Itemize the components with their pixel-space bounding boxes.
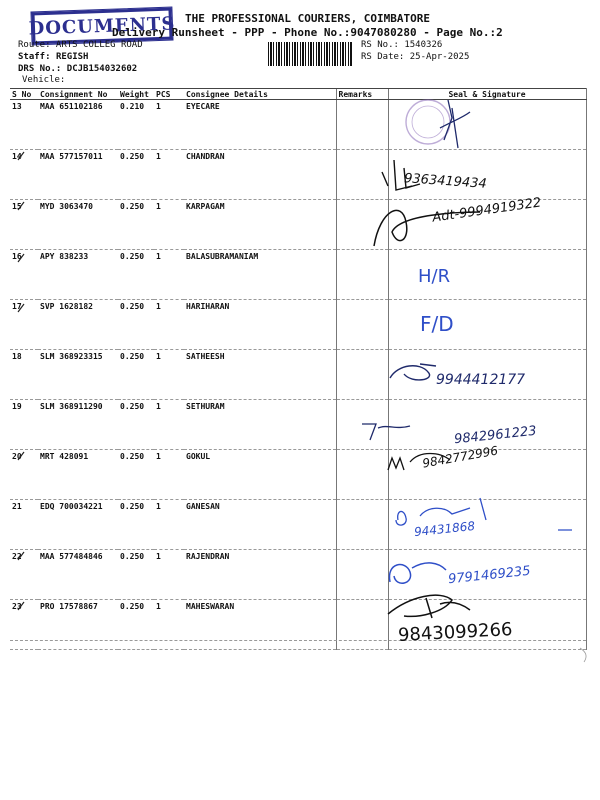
cell-weight: 0.210 <box>118 100 154 150</box>
cell-consignment: MRT 428091 <box>38 450 118 500</box>
table-row <box>10 150 586 200</box>
runsheet-subtitle: Delivery Runsheet - PPP - Phone No.:9047080280 - Page No.:2 <box>112 26 503 39</box>
cell-remarks <box>336 600 388 650</box>
cell-consignment: MYD 3063470 <box>38 200 118 250</box>
cell-consignee: BALASUBRAMANIAM <box>184 250 336 300</box>
cell-remarks <box>336 100 388 150</box>
col-signature: Seal & Signature <box>388 89 586 100</box>
cell-consignment: SVP 1628182 <box>38 300 118 350</box>
runsheet-table <box>10 88 587 650</box>
table-row <box>10 500 586 550</box>
cell-weight: 0.250 <box>118 200 154 250</box>
cell-weight: 0.250 <box>118 450 154 500</box>
cell-weight: 0.250 <box>118 150 154 200</box>
cell-consignment: SLM 368911290 <box>38 400 118 450</box>
staff-info: Staff: REGISH <box>18 52 89 62</box>
table-row <box>10 100 586 150</box>
vehicle-info: Vehicle: <box>22 75 66 85</box>
cell-sno: 20 <box>10 450 38 500</box>
cell-consignee: EYECARE <box>184 100 336 150</box>
handwriting-22: 9791469235 <box>447 563 532 588</box>
handwriting-18: 9944412177 <box>436 372 526 388</box>
cell-pcs: 1 <box>154 200 184 250</box>
cell-sno: 15 <box>10 200 38 250</box>
cell-remarks <box>336 450 388 500</box>
cell-pcs: 1 <box>154 450 184 500</box>
col-weight: Weight <box>118 89 154 100</box>
cell-sno: 16 <box>10 250 38 300</box>
cell-remarks <box>336 300 388 350</box>
cell-remarks <box>336 200 388 250</box>
cell-signature <box>388 300 586 350</box>
cell-signature <box>388 100 586 150</box>
table-header-row <box>10 89 586 100</box>
cell-pcs: 1 <box>154 550 184 600</box>
page-edge-mark <box>580 648 586 662</box>
cell-sno: 23 <box>10 600 38 650</box>
col-remarks: Remarks <box>336 89 388 100</box>
col-consignee: Consignee Details <box>184 89 336 100</box>
cell-pcs: 1 <box>154 350 184 400</box>
cell-weight: 0.250 <box>118 550 154 600</box>
cell-remarks <box>336 150 388 200</box>
handwriting-19: 9842961223 <box>453 423 538 448</box>
cell-pcs: 1 <box>154 600 184 650</box>
cell-consignee: HARIHARAN <box>184 300 336 350</box>
cell-consignment: MAA 577157011 <box>38 150 118 200</box>
handwriting-16: H/R <box>418 266 451 287</box>
route-info: Route: ARTS COLLEG ROAD <box>18 40 143 50</box>
cell-pcs: 1 <box>154 300 184 350</box>
rs-date: RS Date: 25-Apr-2025 <box>361 52 470 62</box>
cell-sno: 19 <box>10 400 38 450</box>
cell-sno: 21 <box>10 500 38 550</box>
cell-consignee: CHANDRAN <box>184 150 336 200</box>
col-sno: S No <box>10 89 38 100</box>
cell-consignment: MAA 577484846 <box>38 550 118 600</box>
cell-weight: 0.250 <box>118 300 154 350</box>
cell-consignee: GOKUL <box>184 450 336 500</box>
cell-weight: 0.250 <box>118 350 154 400</box>
handwriting-21: 94431868 <box>413 518 476 540</box>
cell-pcs: 1 <box>154 100 184 150</box>
cell-weight: 0.250 <box>118 250 154 300</box>
cell-pcs: 1 <box>154 250 184 300</box>
cell-pcs: 1 <box>154 150 184 200</box>
handwriting-23: 9843099266 <box>397 619 514 646</box>
company-title: THE PROFESSIONAL COURIERS, COIMBATORE <box>185 12 431 25</box>
cell-weight: 0.250 <box>118 600 154 650</box>
cell-sno: 22 <box>10 550 38 600</box>
cell-sno: 18 <box>10 350 38 400</box>
cell-remarks <box>336 550 388 600</box>
barcode <box>268 42 352 66</box>
handwriting-17: F/D <box>420 312 454 336</box>
cell-consignee: KARPAGAM <box>184 200 336 250</box>
cell-consignee: MAHESWARAN <box>184 600 336 650</box>
cell-consignee: SATHEESH <box>184 350 336 400</box>
drs-info: DRS No.: DCJB154032602 <box>18 64 138 74</box>
cell-consignee: RAJENDRAN <box>184 550 336 600</box>
cell-consignment: SLM 368923315 <box>38 350 118 400</box>
cell-sno: 17 <box>10 300 38 350</box>
cell-sno: 14 <box>10 150 38 200</box>
handwriting-20: 9842772996 <box>421 443 499 471</box>
cell-consignment: EDQ 700034221 <box>38 500 118 550</box>
cell-consignment: PRO 17578867 <box>38 600 118 650</box>
cell-sno: 13 <box>10 100 38 150</box>
cell-weight: 0.250 <box>118 500 154 550</box>
cell-consignment: APY 838233 <box>38 250 118 300</box>
cell-weight: 0.250 <box>118 400 154 450</box>
cell-remarks <box>336 500 388 550</box>
handwriting-15: Adt-9994919322 <box>431 195 543 226</box>
cell-pcs: 1 <box>154 400 184 450</box>
cell-consignment: MAA 651102186 <box>38 100 118 150</box>
rs-number: RS No.: 1540326 <box>361 40 443 50</box>
col-consignment: Consignment No <box>38 89 118 100</box>
cell-consignee: GANESAN <box>184 500 336 550</box>
cell-remarks <box>336 350 388 400</box>
table-row <box>10 250 586 300</box>
cell-consignee: SETHURAM <box>184 400 336 450</box>
cell-pcs: 1 <box>154 500 184 550</box>
documents-stamp: DOCUMENTS <box>31 8 172 45</box>
handwriting-14: 9363419434 <box>403 171 488 192</box>
cell-remarks <box>336 250 388 300</box>
cell-remarks <box>336 400 388 450</box>
table-row <box>10 300 586 350</box>
col-pcs: PCS <box>154 89 184 100</box>
table-row <box>10 450 586 500</box>
